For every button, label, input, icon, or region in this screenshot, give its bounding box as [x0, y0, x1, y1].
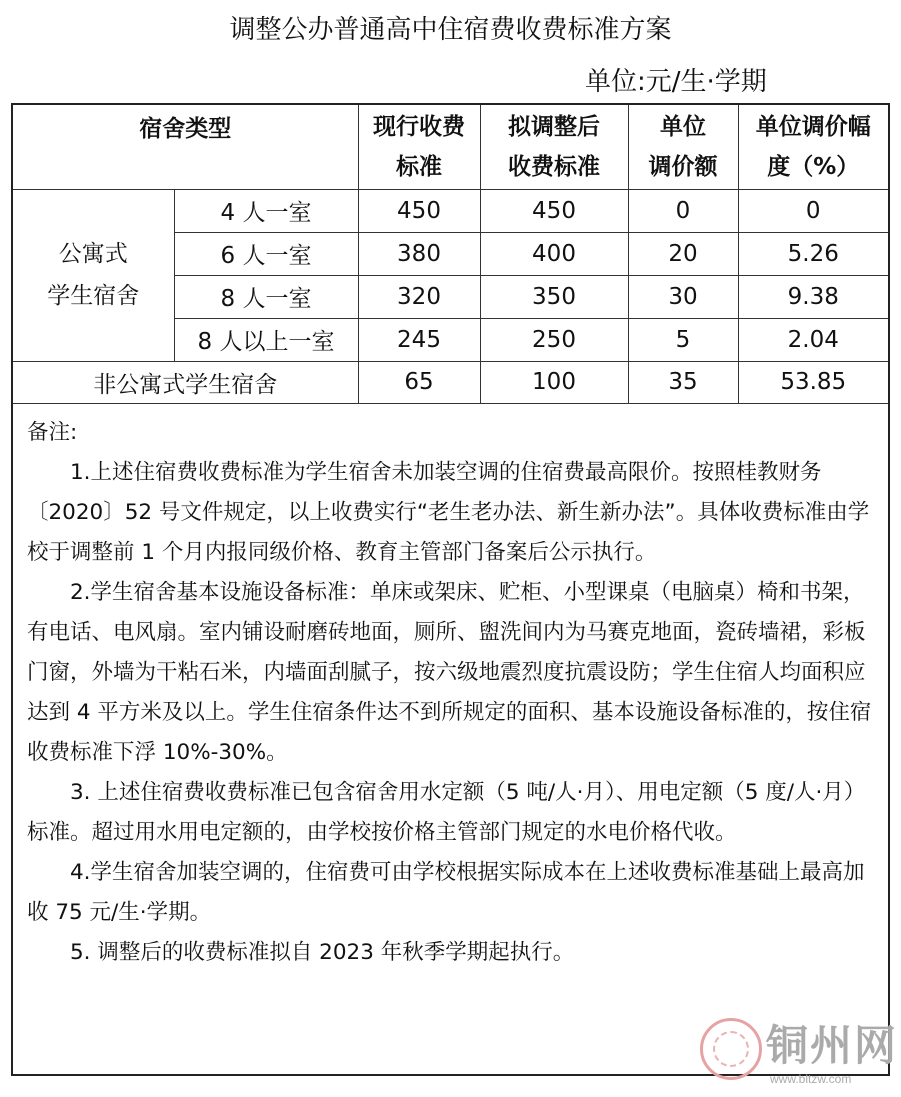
proposed-fee-cell: 400	[480, 232, 628, 275]
group-line1: 公寓式	[58, 241, 128, 267]
current-fee-cell: 380	[358, 232, 480, 275]
room-type-cell: 4 人一室	[174, 189, 358, 232]
watermark-site-name: 铜州网	[766, 1021, 899, 1070]
page-title: 调整公办普通高中住宿费收费标准方案	[229, 15, 672, 45]
current-fee-cell: 320	[358, 275, 480, 318]
proposed-fee-cell: 450	[480, 189, 628, 232]
percent-change-cell: 5.26	[738, 232, 888, 275]
notes-section	[13, 405, 888, 973]
note-item-5: 5. 调整后的收费标准拟自 2023 年秋季学期起执行。	[70, 940, 575, 965]
watermark	[700, 1018, 900, 1093]
amount-change-cell: 30	[628, 275, 738, 318]
header-unit-amount	[628, 105, 738, 189]
unit-label: 单位:元/生·学期	[585, 67, 767, 97]
current-fee-cell: 65	[358, 361, 480, 403]
notes-label: 备注:	[27, 420, 78, 445]
header-current-line1: 现行收费	[373, 113, 465, 140]
header-dorm-type: 宿舍类型	[13, 105, 358, 189]
watermark-url: www.bltzw.com	[770, 1072, 852, 1086]
amount-change-cell: 5	[628, 318, 738, 361]
header-proposed-line2: 收费标准	[508, 153, 600, 180]
current-fee-cell: 450	[358, 189, 480, 232]
header-current-standard	[358, 105, 480, 189]
non-apartment-label: 非公寓式学生宿舍	[13, 361, 358, 403]
room-type-cell: 6 人一室	[174, 232, 358, 275]
amount-change-cell: 20	[628, 232, 738, 275]
percent-change-cell: 2.04	[738, 318, 888, 361]
percent-change-cell: 53.85	[738, 361, 888, 403]
group-apartment-dorm	[13, 189, 174, 361]
room-type-cell: 8 人一室	[174, 275, 358, 318]
note-item-2: 2.学生宿舍基本设施设备标准：单床或架床、贮柜、小型课桌（电脑桌）椅和书架，有电话、电风扇。室内铺设耐磨砖地面，厕所、盥洗间内为马赛克地面，瓷砖墙裙，彩板门窗，外墙为干粘石米，内墙面刮腻子，按六级地震烈度抗震设防；学生住宿人均面积应达到 4 平方米及以上。学生住宿条件达不到所规定的面积、基本设施设备标准的，按住宿收费标准下浮 10%-30%。	[27, 580, 872, 765]
header-proposed-standard	[480, 105, 628, 189]
watermark-seal-inner	[713, 1031, 749, 1067]
table-header-row	[13, 105, 888, 189]
amount-change-cell: 35	[628, 361, 738, 403]
percent-change-cell: 9.38	[738, 275, 888, 318]
header-current-line2: 标准	[396, 153, 442, 180]
table-row	[13, 189, 888, 232]
watermark-seal-icon	[700, 1018, 762, 1080]
room-type-cell: 8 人以上一室	[174, 318, 358, 361]
note-item-3: 3. 上述住宿费收费标准已包含宿舍用水定额（5 吨/人·月）、用电定额（5 度/人·月）标准。超过用水用电定额的，由学校按价格主管部门规定的水电价格代收。	[27, 780, 866, 845]
header-pct-line2: 度（%）	[767, 153, 860, 180]
proposed-fee-cell: 350	[480, 275, 628, 318]
amount-change-cell: 0	[628, 189, 738, 232]
current-fee-cell: 245	[358, 318, 480, 361]
header-pct-line1: 单位调价幅	[755, 113, 871, 140]
table-row-non-apartment	[13, 361, 888, 403]
header-proposed-line1: 拟调整后	[508, 113, 600, 140]
note-item-1: 1.上述住宿费收费标准为学生宿舍未加装空调的住宿费最高限价。按照桂教财务〔2020〕52 号文件规定，以上收费实行“老生老办法、新生新办法”。具体收费标准由学校于调整前 1 个月内报同级价格、教育主管部门备案后公示执行。	[27, 460, 870, 565]
header-unit-percent	[738, 105, 888, 189]
group-line2: 学生宿舍	[47, 283, 140, 309]
percent-change-cell: 0	[738, 189, 888, 232]
proposed-fee-cell: 250	[480, 318, 628, 361]
fee-table	[13, 105, 888, 404]
header-amount-line2: 调价额	[648, 153, 718, 180]
note-item-4: 4.学生宿舍加装空调的，住宿费可由学校根据实际成本在上述收费标准基础上最高加收 75 元/生·学期。	[27, 860, 865, 925]
document-frame	[11, 103, 890, 1076]
proposed-fee-cell: 100	[480, 361, 628, 403]
header-amount-line1: 单位	[660, 113, 706, 140]
